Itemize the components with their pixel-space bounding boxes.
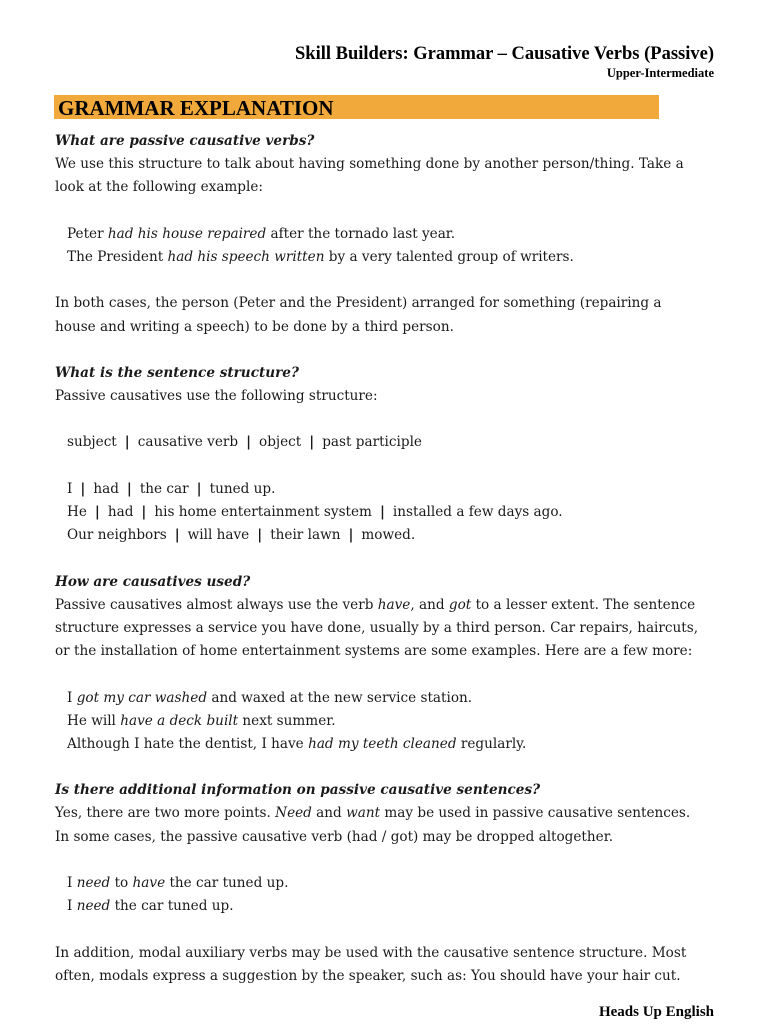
section-banner [54, 95, 659, 119]
footer-brand: Heads Up English [598, 1004, 714, 1020]
example-sentence: I need the car tuned up. [67, 898, 234, 915]
paragraph-line: Passive causatives use the following structure: [55, 388, 378, 405]
paragraph-line: house and writing a speech) to be done by a third person. [55, 318, 454, 335]
banner-title: GRAMMAR EXPLANATION [58, 96, 334, 120]
structure-pattern: subject | causative verb | object | past participle [67, 434, 422, 451]
example-sentence: Although I hate the dentist, I have had my teeth cleaned regularly. [67, 735, 527, 752]
paragraph-line: Yes, there are two more points. Need and want may be used in passive causative sentences. [55, 805, 691, 822]
structure-example: Our neighbors | will have | their lawn | mowed. [67, 527, 416, 544]
paragraph-line: or the installation of home entertainment systems are some examples. Here are a few more: [55, 643, 693, 660]
paragraph-line: In some cases, the passive causative verb (had / got) may be dropped altogether. [55, 828, 614, 845]
question-heading: Is there additional information on passive causative sentences? [55, 782, 541, 799]
paragraph-line: Passive causatives almost always use the verb have, and got to a lesser extent. The sentence [55, 596, 696, 613]
question-heading: How are causatives used? [55, 573, 251, 590]
example-sentence: He will have a deck built next summer. [67, 712, 336, 729]
level-label: Upper-Intermediate [606, 66, 714, 80]
grammar-content [55, 130, 720, 988]
document-title: Skill Builders: Grammar – Causative Verbs (Passive) [295, 44, 714, 64]
paragraph-line: We use this structure to talk about having something done by another person/thing. Take a [55, 156, 684, 173]
paragraph-line: In addition, modal auxiliary verbs may be used with the causative sentence structure. Most [55, 944, 687, 961]
structure-example: He | had | his home entertainment system | installed a few days ago. [67, 504, 563, 520]
example-sentence: The President had his speech written by a very talented group of writers. [67, 248, 574, 265]
paragraph-line: In both cases, the person (Peter and the President) arranged for something (repairing a [55, 295, 662, 312]
paragraph-line: look at the following example: [55, 179, 263, 196]
paragraph-line: structure expresses a service you have done, usually by a third person. Car repairs, haircuts, [55, 619, 699, 636]
paragraph-line: often, modals express a suggestion by the speaker, such as: You should have your hair cut. [55, 967, 681, 984]
structure-example: I | had | the car | tuned up. [67, 480, 276, 497]
example-sentence: I need to have the car tuned up. [67, 875, 289, 891]
example-sentence: Peter had his house repaired after the tornado last year. [67, 225, 456, 242]
example-sentence: I got my car washed and waxed at the new service station. [67, 689, 473, 706]
question-heading: What are passive causative verbs? [55, 133, 315, 149]
question-heading: What is the sentence structure? [55, 364, 299, 381]
